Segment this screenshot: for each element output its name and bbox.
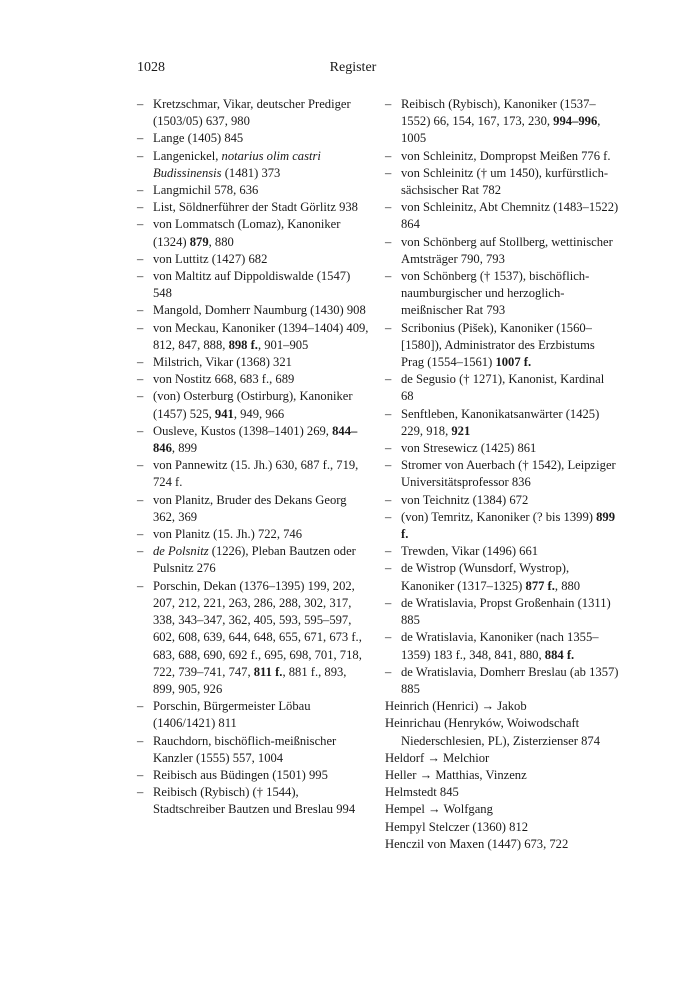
index-sub-entry xyxy=(385,320,619,372)
entry-text: Hempel → Wolfgang xyxy=(385,802,493,817)
page-header xyxy=(137,60,569,80)
index-sub-entry xyxy=(385,148,619,165)
index-sub-entry xyxy=(137,767,371,784)
index-sub-entry xyxy=(385,165,619,199)
index-sub-entry xyxy=(137,148,371,182)
index-sub-entry xyxy=(137,268,371,302)
entry-text: de Wratislavia, Kanoniker (nach 1355–1359) 183 f., 348, 841, 880, xyxy=(401,630,599,662)
index-main-entry xyxy=(385,801,619,818)
index-main-entry xyxy=(385,836,619,853)
entry-text: 921 xyxy=(451,423,471,438)
entry-text: List, Söldnerführer der Stadt Görlitz 938 xyxy=(153,200,358,215)
entry-text: Trewden, Vikar (1496) 661 xyxy=(401,544,539,559)
entry-text: Henczil von Maxen (1447) 673, 722 xyxy=(385,836,569,851)
index-main-entry xyxy=(385,715,619,749)
index-sub-entry xyxy=(137,543,371,577)
index-sub-entry xyxy=(385,457,619,491)
entry-text: (von) Temritz, Kanoniker (? bis 1399) xyxy=(401,509,597,524)
entry-text: von Stresewicz (1425) 861 xyxy=(401,441,537,456)
index-sub-entry xyxy=(385,664,619,698)
entry-text: Scribonius (Pišek), Kanoniker (1560–[1580]), Administrator des Erzbistums Prag (1554–1561) xyxy=(401,320,595,370)
index-sub-entry xyxy=(385,440,619,457)
entry-text: Stromer von Auerbach († 1542), Leipziger Universitätsprofessor 836 xyxy=(401,458,616,490)
entry-text: Reibisch (Rybisch) († 1544), Stadtschreiber Bautzen und Breslau 994 xyxy=(153,785,356,817)
running-title: Register xyxy=(329,60,377,75)
entry-text: von Luttitz (1427) 682 xyxy=(153,251,268,266)
entry-text: von Schönberg († 1537), bischöflich-naumburgischer und herzoglich-meißnischer Rat 793 xyxy=(401,269,590,318)
entry-text: 811 f. xyxy=(253,664,283,679)
index-sub-entry xyxy=(137,492,371,526)
entry-text: 899 f. xyxy=(401,509,615,542)
entry-text: Porschin, Bürgermeister Löbau (1406/1421) 811 xyxy=(153,699,311,731)
index-sub-entry xyxy=(137,388,371,422)
entry-text: de Polsnitz xyxy=(153,544,209,559)
entry-text: (von) Osterburg (Ostirburg), Kanoniker (1457) 525, xyxy=(153,389,353,421)
entry-text: Reibisch aus Büdingen (1501) 995 xyxy=(153,767,328,782)
index-sub-entry xyxy=(385,199,619,233)
entry-text: , 899 xyxy=(171,441,198,456)
entry-text: Hempyl Stelczer (1360) 812 xyxy=(385,819,529,834)
entry-text: 898 f. xyxy=(228,337,258,352)
entry-text: 884 f. xyxy=(544,647,575,662)
entry-text: von Planitz (15. Jh.) 722, 746 xyxy=(153,527,303,542)
index-sub-entry xyxy=(137,733,371,767)
index-sub-entry xyxy=(137,354,371,371)
index-sub-entry xyxy=(137,302,371,319)
entry-text: Reibisch (Rybisch), Kanoniker (1537–1552) 66, 154, 167, 173, 230, xyxy=(401,97,596,129)
entry-text: von Teichnitz (1384) 672 xyxy=(401,492,529,507)
entry-text: Heller → Matthias, Vinzenz xyxy=(385,767,527,782)
entry-text: Rauchdorn, bischöflich-meißnischer Kanzler (1555) 557, 1004 xyxy=(153,733,337,765)
index-sub-entry xyxy=(137,698,371,732)
entry-text: von Schleinitz, Dompropst Meißen 776 f. xyxy=(401,148,611,163)
entry-text: von Pannewitz (15. Jh.) 630, 687 f., 719, 724 f. xyxy=(153,458,359,490)
index-main-entry xyxy=(385,750,619,767)
entry-text: Helmstedt 845 xyxy=(385,785,459,800)
entry-text: 1007 f. xyxy=(495,355,532,370)
page-number: 1028 xyxy=(137,60,165,75)
index-sub-entry xyxy=(385,560,619,594)
entry-text: , 1005 xyxy=(401,114,601,146)
index-sub-entry xyxy=(385,268,619,320)
index-main-entry xyxy=(385,767,619,784)
entry-text: 941 xyxy=(214,406,234,421)
entry-text: Langenickel, xyxy=(153,148,222,163)
index-sub-entry xyxy=(137,182,371,199)
entry-text: von Schönberg auf Stollberg, wettinischer Amtsträger 790, 793 xyxy=(401,234,613,266)
entry-text: Porschin, Dekan (1376–1395) 199, 202, 207, 212, 221, 263, 286, 288, 302, 317, 338, 343–347, 362, 405, 593, 595–597, 602, 608, 639, 644, 648, 655, 671, 673 f., 683, 688, 690, 692 f., 695, 698, 701, 718, 722, 739–741, 747, xyxy=(153,578,362,679)
index-sub-entry xyxy=(385,371,619,405)
entry-text: Heldorf → Melchior xyxy=(385,750,490,765)
entry-text: von Maltitz auf Dippoldiswalde (1547) 548 xyxy=(153,269,351,301)
entry-text: Heinrichau (Henryków, Woiwodschaft Niederschlesien, PL), Zisterzienser 874 xyxy=(385,716,600,748)
entry-text: Mangold, Domherr Naumburg (1430) 908 xyxy=(153,303,366,318)
entry-text: von Schleinitz, Abt Chemnitz (1483–1522) 864 xyxy=(401,200,619,232)
entry-text: notarius olim castri Budissinensis xyxy=(153,148,321,180)
index-sub-entry xyxy=(137,578,371,698)
entry-text: de Segusio († 1271), Kanonist, Kardinal 68 xyxy=(401,372,605,404)
entry-text: , 881 f., 893, 899, 905, 926 xyxy=(153,664,347,696)
index-sub-entry xyxy=(137,251,371,268)
index-column-left xyxy=(137,96,371,819)
entry-text: 879 xyxy=(189,234,209,249)
entry-text: (1226), Pleban Bautzen oder Pulsnitz 276 xyxy=(153,544,356,576)
index-sub-entry xyxy=(385,509,619,543)
index-sub-entry xyxy=(385,543,619,560)
entry-text: Milstrich, Vikar (1368) 321 xyxy=(153,355,292,370)
entry-text: von Meckau, Kanoniker (1394–1404) 409, 812, 847, 888, xyxy=(153,320,369,352)
index-sub-entry xyxy=(137,526,371,543)
entry-text: 844–846 xyxy=(153,423,358,456)
index-main-entry xyxy=(385,784,619,801)
entry-text: 877 f. xyxy=(525,578,555,593)
entry-text: de Wistrop (Wunsdorf, Wystrop), Kanoniker (1317–1325) xyxy=(401,561,570,593)
index-sub-entry xyxy=(385,96,619,148)
index-main-entry xyxy=(385,698,619,715)
index-sub-entry xyxy=(137,320,371,354)
index-sub-entry xyxy=(137,784,371,818)
index-sub-entry xyxy=(137,216,371,250)
index-sub-entry xyxy=(137,457,371,491)
entry-text: Ousleve, Kustos (1398–1401) 269, xyxy=(153,423,333,438)
entry-text: , 880 xyxy=(208,234,234,249)
index-sub-entry xyxy=(385,234,619,268)
entry-text: Kretzschmar, Vikar, deutscher Prediger (1503/05) 637, 980 xyxy=(153,97,351,129)
entry-text: von Schleinitz († um 1450), kurfürstlich-sächsischer Rat 782 xyxy=(401,165,609,198)
index-main-entry xyxy=(385,819,619,836)
index-sub-entry xyxy=(385,595,619,629)
entry-text: de Wratislavia, Domherr Breslau (ab 1357) 885 xyxy=(401,664,619,696)
entry-text: Langmichil 578, 636 xyxy=(153,183,259,198)
entry-text: von Planitz, Bruder des Dekans Georg 362, 369 xyxy=(153,492,347,524)
index-sub-entry xyxy=(137,371,371,388)
entry-text: de Wratislavia, Propst Großenhain (1311) 885 xyxy=(401,595,611,628)
entry-text: , 949, 966 xyxy=(233,406,285,421)
index-sub-entry xyxy=(385,406,619,440)
index-sub-entry xyxy=(137,423,371,457)
entry-text: Senftleben, Kanonikatsanwärter (1425) 229, 918, xyxy=(401,406,600,438)
entry-text: (1481) 373 xyxy=(221,165,281,180)
entry-text: 994–996 xyxy=(553,114,598,129)
entry-text: Heinrich (Henrici) → Jakob xyxy=(385,699,527,714)
entry-text: Lange (1405) 845 xyxy=(153,131,244,146)
entry-text: von Nostitz 668, 683 f., 689 xyxy=(153,372,295,387)
index-sub-entry xyxy=(137,199,371,216)
entry-text: , 880 xyxy=(554,578,581,593)
entry-text: von Lommatsch (Lomaz), Kanoniker (1324) xyxy=(153,217,341,249)
index-sub-entry xyxy=(137,96,371,130)
entry-text: , 901–905 xyxy=(257,337,309,352)
index-sub-entry xyxy=(385,629,619,663)
index-sub-entry xyxy=(385,492,619,509)
index-column-right xyxy=(385,96,619,853)
index-sub-entry xyxy=(137,130,371,147)
